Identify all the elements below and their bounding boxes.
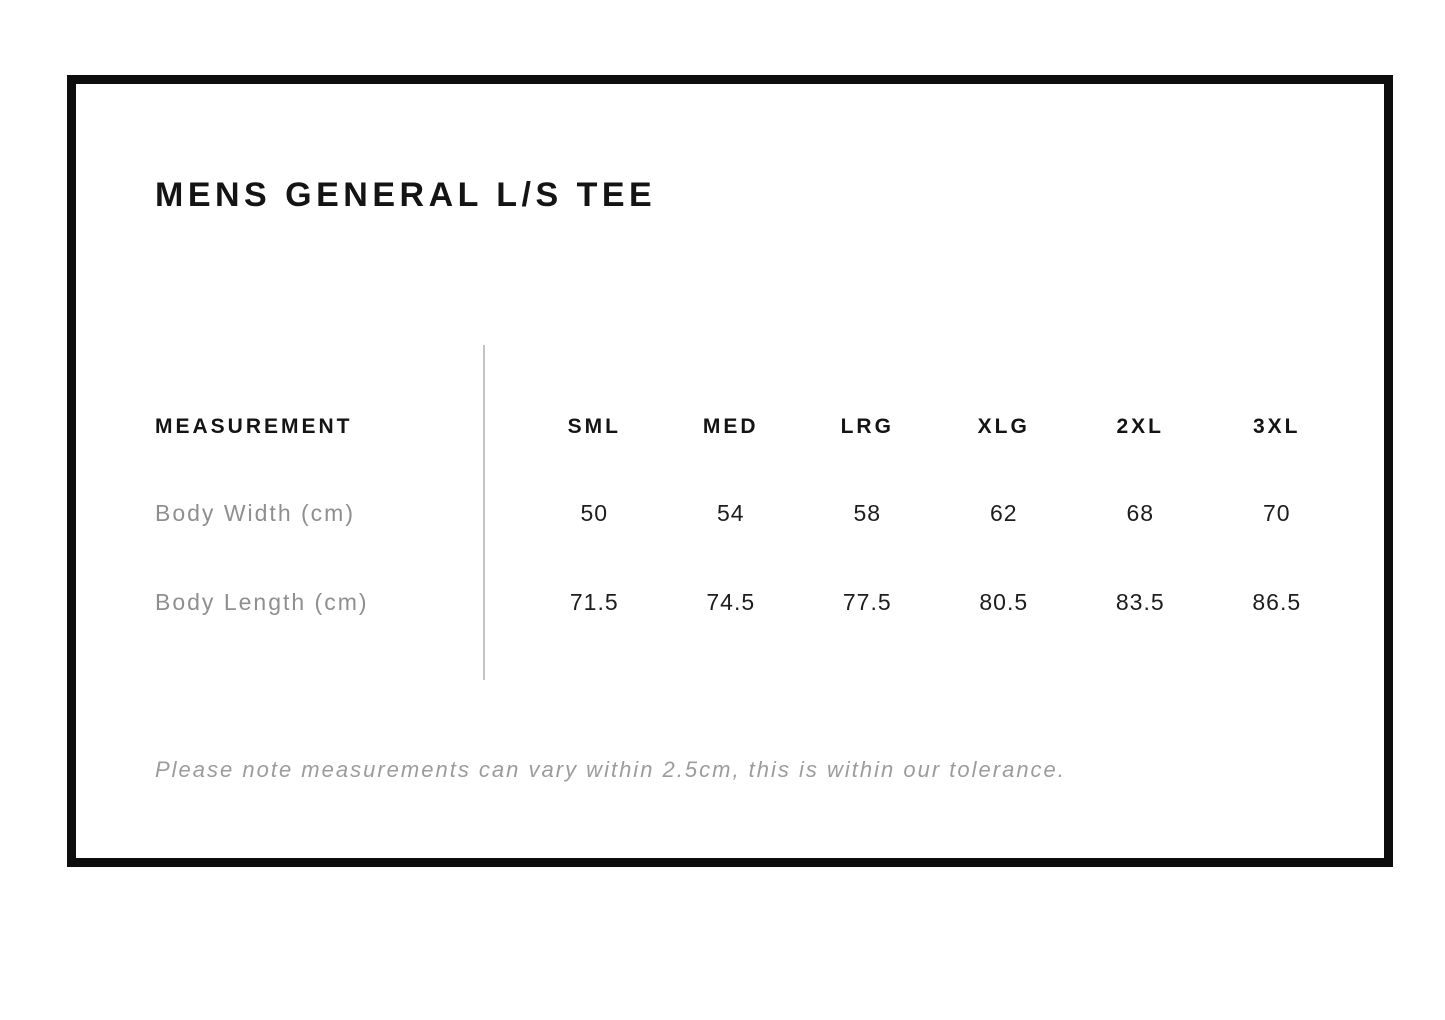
- tolerance-note: Please note measurements can vary within 2.5cm, this is within our tolerance.: [155, 757, 1066, 782]
- size-value: 83.5: [1115, 588, 1165, 615]
- size-value: 50: [580, 499, 609, 526]
- size-value: 58: [853, 499, 882, 526]
- size-value: 68: [1126, 499, 1155, 526]
- size-column-header-xlg: XLG: [977, 415, 1030, 438]
- size-value: 86.5: [1252, 588, 1302, 615]
- size-column-header-med: MED: [702, 415, 759, 438]
- product-title: MENS GENERAL L/S TEE: [155, 176, 657, 214]
- size-table-header-row: [155, 405, 1345, 449]
- size-value: 74.5: [706, 588, 756, 615]
- size-column-header-lrg: LRG: [840, 415, 894, 438]
- size-value: 70: [1262, 499, 1291, 526]
- measurement-column-header: MEASUREMENT: [155, 415, 353, 438]
- size-chart-card: [67, 75, 1393, 867]
- size-column-header-2xl: 2XL: [1116, 415, 1164, 438]
- row-label: Body Length (cm): [155, 588, 369, 615]
- size-column-header-3xl: 3XL: [1252, 415, 1301, 438]
- size-column-header-sml: SML: [567, 415, 621, 438]
- size-value: 62: [989, 499, 1018, 526]
- table-row-body-width: [155, 491, 1345, 535]
- table-row-body-length: [155, 580, 1345, 624]
- size-value: 54: [716, 499, 745, 526]
- size-value: 71.5: [569, 588, 619, 615]
- row-label: Body Width (cm): [155, 499, 355, 526]
- size-value: 80.5: [979, 588, 1029, 615]
- size-value: 77.5: [842, 588, 892, 615]
